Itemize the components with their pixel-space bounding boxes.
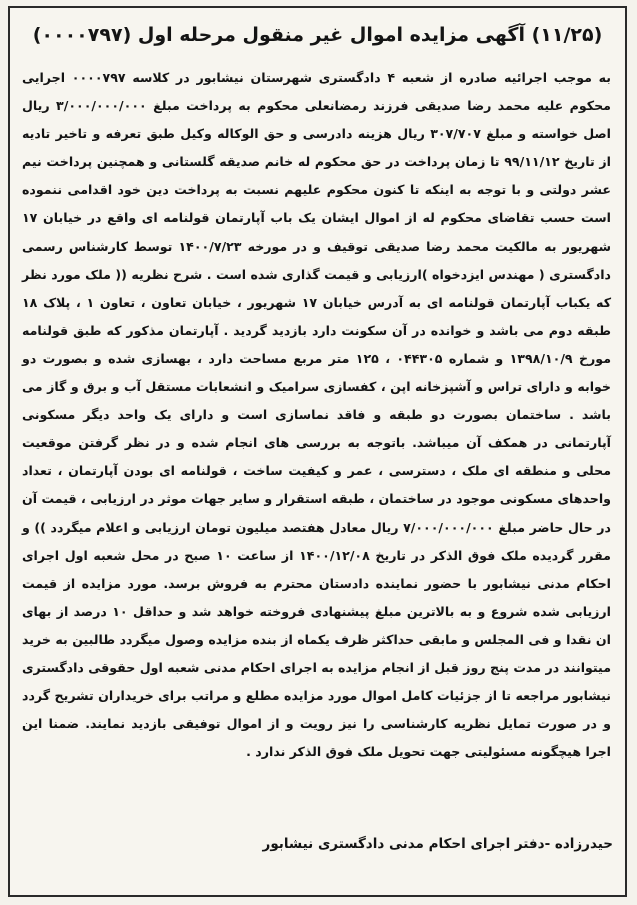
notice-signature: حیدرزاده -دفتر اجرای احکام مدنی دادگستری نیشابور: [262, 836, 613, 852]
notice-title: (۱۱/۲۵) آگهی مزایده اموال غیر منقول مرحله اول (۰۰۰۰۷۹۷): [32, 24, 603, 46]
notice-frame: [8, 6, 627, 897]
notice-body: به موجب اجرائیه صادره از شعبه ۴ دادگستری شهرستان نیشابور در کلاسه ۰۰۰۰۷۹۷ اجرایی محکوم علیه محمد رضا صدیقی فرزند رمضانعلی محکوم به پرداخت مبلغ ۳/۰۰۰/۰۰۰/۰۰۰ ریال اصل خواسته و مبلغ ۳۰۷/۷۰۷ ریال هزینه دادرسی و حق الوکاله وکیل طبق تعرفه و تاخیر تادیه از تاریخ ۹۹/۱۱/۱۲ تا زمان پرداخت در حق محکوم له خانم صدیقه گلستانی و همچنین پرداخت نیم عشر دولتی و با توجه به اینکه تا کنون محکوم علیهم نسبت به پرداخت دین خود اقدامی ننموده است حسب تقاضای محکوم له از اموال ایشان یک باب آپارتمان قولنامه ای واقع در خیابان ۱۷ شهریور به مالکیت محمد رضا صدیقی توقیف و در مورخه ۱۴۰۰/۷/۲۳ توسط کارشناس رسمی دادگستری ( مهندس ایزدخواه )ارزیابی و قیمت گذاری شده است . شرح نظریه (( ملک مورد نظر که یکباب آپارتمان قولنامه ای به آدرس خیابان ۱۷ شهریور ، خیابان تعاون ، تعاون ۱ ، پلاک ۱۸ طبقه دوم می باشد و خوانده در آن سکونت دارد بازدید گردید . آپارتمان مذکور که طبق قولنامه مورخ ۱۳۹۸/۱۰/۹ و شماره ۰۴۴۳۰۵ ، ۱۲۵ متر مربع مساحت دارد ، بهسازی شده و بصورت دو خوابه و دارای تراس و آشپزخانه اپن ، کفسازی سرامیک و انشعابات مستقل آب و برق و گاز می باشد . ساختمان بصورت دو طبقه و فاقد نماسازی است و دارای یک واحد دیگر مسکونی آپارتمانی در همکف آن میباشد. باتوجه به بررسی های انجام شده و در نظر گرفتن موقعیت محلی و منطقه ای ملک ، دسترسی ، عمر و کیفیت ساخت ، قولنامه ای بودن آپارتمان ، تعداد واحدهای مسکونی موجود در ساختمان ، طبقه استقرار و سایر جهات موثر در ارزیابی ، قیمت آن در حال حاضر مبلغ ۷/۰۰۰/۰۰۰/۰۰۰ ریال معادل هفتصد میلیون تومان ارزیابی و اعلام میگردد )) و مقرر گردیده ملک فوق الذکر در تاریخ ۱۴۰۰/۱۲/۰۸ از ساعت ۱۰ صبح در محل شعبه اول اجرای احکام مدنی نیشابور با حضور نماینده دادستان محترم به فروش برسد. مورد مزایده از قیمت ارزیابی شده شروع و به بالاترین مبلغ پیشنهادی فروخته خواهد شد و حداقل ۱۰ درصد از بهای ان نقدا و فی المجلس و مابقی حداکثر ظرف یکماه از بنده مزایده وصول میگردد طالبین به خرید میتوانند در مدت پنج روز قبل از انجام مزایده به اجرای احکام مدنی شعبه اول حقوقی دادگستری نیشابور مراجعه تا از جزئیات کامل اموال مورد مزایده مطلع و مراتب برای خریداران تشریح گردد و در صورت تمایل نظریه کارشناسی را نیز رویت و از اموال توفیقی بازدید نمایند. ضمنا این اجرا هیچگونه مسئولیتی جهت تحویل ملک فوق الذکر ندارد .: [22, 70, 612, 760]
